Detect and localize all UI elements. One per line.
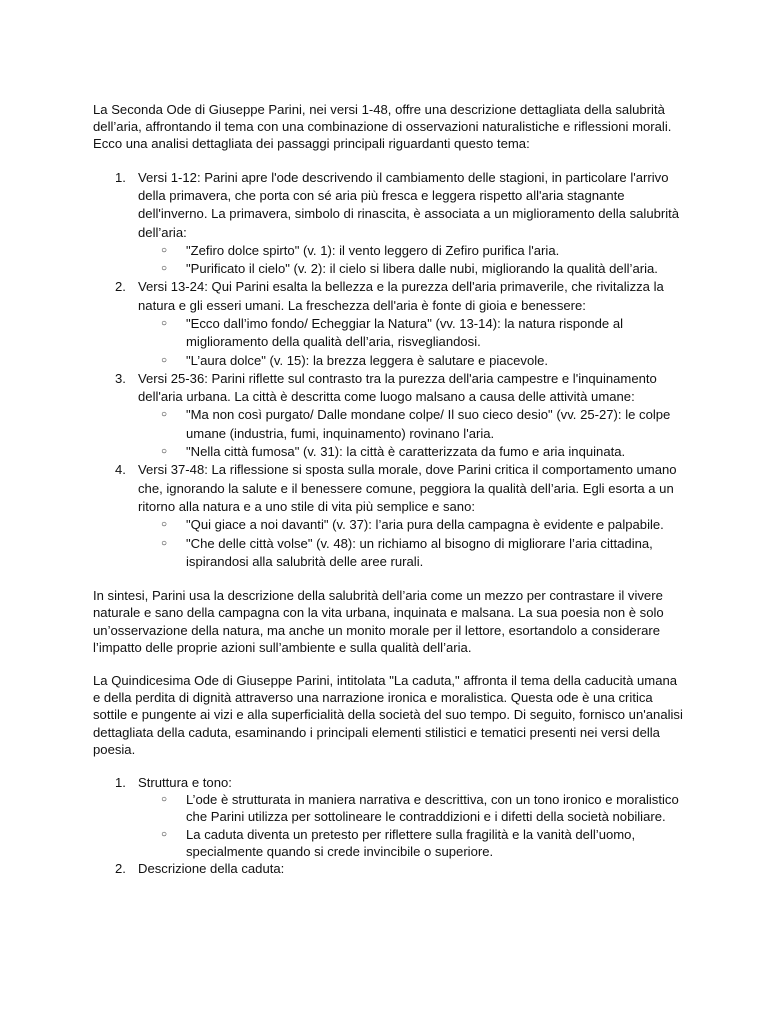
list-number: 2. xyxy=(115,279,126,295)
bullet-circle-icon: ○ xyxy=(161,828,168,840)
sub-bullet-item xyxy=(93,260,683,278)
section-text: Descrizione della caduta: xyxy=(138,860,285,876)
sub-bullet-item xyxy=(93,516,683,534)
bullet-text: "Ma non così purgato/ Dalle mondane colpe/ Il suo cieco desio" (vv. 25-27): le colpe umane (industria, fumi, inquinamento) rovinano l'aria. xyxy=(186,407,671,441)
list-number: 4. xyxy=(115,462,126,478)
list-number: 1. xyxy=(115,774,126,790)
bullet-circle-icon: ○ xyxy=(161,317,168,329)
ode-15-sections-list xyxy=(93,774,683,877)
document-page xyxy=(93,101,683,877)
sub-bullet-list xyxy=(138,516,683,571)
bullet-text: La caduta diventa un pretesto per riflettere sulla fragilità e la vanità dell’uomo, specialmente quando si crede invincibile o superiore. xyxy=(186,826,636,859)
list-item xyxy=(93,461,683,571)
bullet-text: "Ecco dall’imo fondo/ Echeggiar la Natura" (vv. 13-14): la natura risponde al miglioramento della qualità dell’aria, risvegliandosi. xyxy=(186,315,624,350)
sub-bullet-item xyxy=(93,791,683,825)
list-item xyxy=(93,860,683,877)
bullet-text: "Zefiro dolce spirto" (v. 1): il vento leggero di Zefiro purifica l'aria. xyxy=(186,242,560,258)
sub-bullet-list xyxy=(138,242,683,279)
bullet-circle-icon: ○ xyxy=(161,446,168,458)
section-text: Versi 1-12: Parini apre l'ode descrivendo il cambiamento delle stagioni, in particolare l'arrivo della primavera, che porta con sé aria più fresca e leggera rispetto all'aria stagnante dell'inverno. La primavera, simbolo di rinascita, è associata a un miglioramento della salubrità dell’aria: xyxy=(138,169,680,240)
bullet-text: "Purificato il cielo" (v. 2): il cielo si libera dalle nubi, migliorando la qualità dell’aria. xyxy=(186,261,658,277)
sub-bullet-list xyxy=(138,315,683,370)
list-number: 3. xyxy=(115,370,126,386)
intro-paragraph-ode-15: La Quindicesima Ode di Giuseppe Parini, intitolata "La caduta," affronta il tema della caducità umana e della perdita di dignità attraverso una narrazione ironica e moralistica. Questa ode è una critica sottile e pungente ai vizi e alla superficialità della società del suo tempo. Di seguito, fornisco un'analisi dettagliata della caduta, esaminando i principali elementi stilistici e tematici presenti nei versi della poesia. xyxy=(93,672,683,757)
bullet-circle-icon: ○ xyxy=(161,794,168,806)
ode-2-section-wrapper xyxy=(93,169,683,572)
bullet-text: "L’aura dolce" (v. 15): la brezza leggera è salutare e piacevole. xyxy=(186,352,549,368)
sub-bullet-item xyxy=(93,535,683,572)
list-item xyxy=(93,169,683,279)
summary-paragraph: In sintesi, Parini usa la descrizione della salubrità dell’aria come un mezzo per contrastare il vivere naturale e sano della campagna con la vita urbana, inquinata e malsana. La sua poesia non è solo un’osservazione della natura, ma anche un monito morale per il lettore, esortandolo a considerare l’impatto delle proprie azioni sull’ambiente e sulla qualità dell’aria. xyxy=(93,588,664,655)
ode-2-sections-list xyxy=(93,169,683,572)
section-text: Versi 37-48: La riflessione si sposta sulla morale, dove Parini critica il comportamento umano che, ignorando la salute e il benessere comune, peggiora la qualità dell’aria. Egli esorta a un ritorno alla natura e a uno stile di vita più semplice e sano: xyxy=(138,462,677,514)
bullet-circle-icon: ○ xyxy=(161,263,168,275)
section-text: Versi 13-24: Qui Parini esalta la bellezza e la purezza dell'aria primaverile, che rivitalizza la natura e gli esseri umani. La freschezza dell'aria è fonte di gioia e benessere: xyxy=(138,279,664,313)
bullet-circle-icon: ○ xyxy=(161,354,168,366)
list-item xyxy=(93,774,683,860)
sub-bullet-item xyxy=(93,315,683,352)
intro-paragraph-ode-2: La Seconda Ode di Giuseppe Parini, nei versi 1-48, offre una descrizione dettagliata della salubrità dell’aria, affrontando il tema con una combinazione di osservazioni naturalistiche e riflessioni morali. Ecco una analisi dettagliata dei passaggi principali riguardanti questo tema: xyxy=(93,102,672,152)
list-number: 1. xyxy=(115,169,126,185)
bullet-circle-icon: ○ xyxy=(161,409,168,421)
section-text: Struttura e tono: xyxy=(138,774,232,790)
bullet-text: "Che delle città volse" (v. 48): un richiamo al bisogno di migliorare l’aria cittadina, ispirandosi alla salubrità delle aree rurali. xyxy=(186,535,653,569)
sub-bullet-list xyxy=(138,791,683,860)
sub-bullet-item xyxy=(93,352,683,370)
bullet-text: L’ode è strutturata in maniera narrativa e descrittiva, con un tono ironico e moralistico che Parini utilizza per sottolineare le contraddizioni e i difetti della società nobiliare. xyxy=(186,792,679,825)
bullet-text: "Nella città fumosa" (v. 31): la città è caratterizzata da fumo e aria inquinata. xyxy=(186,444,626,460)
bullet-circle-icon: ○ xyxy=(161,244,168,256)
sub-bullet-item xyxy=(93,406,683,443)
list-number: 2. xyxy=(115,860,126,876)
section-text: Versi 25-36: Parini riflette sul contrasto tra la purezza dell'aria campestre e l'inquinamento dell'aria urbana. La città è descritta come luogo malsano a causa delle attività umane: xyxy=(138,370,657,405)
sub-bullet-list xyxy=(138,406,683,461)
list-item xyxy=(93,278,683,369)
bullet-circle-icon: ○ xyxy=(161,519,168,531)
sub-bullet-item xyxy=(93,826,683,860)
sub-bullet-item xyxy=(93,443,683,461)
bullet-text: "Qui giace a noi davanti" (v. 37): l’aria pura della campagna è evidente e palpabile. xyxy=(186,517,664,533)
sub-bullet-item xyxy=(93,242,683,260)
bullet-circle-icon: ○ xyxy=(161,537,168,549)
list-item xyxy=(93,370,683,461)
